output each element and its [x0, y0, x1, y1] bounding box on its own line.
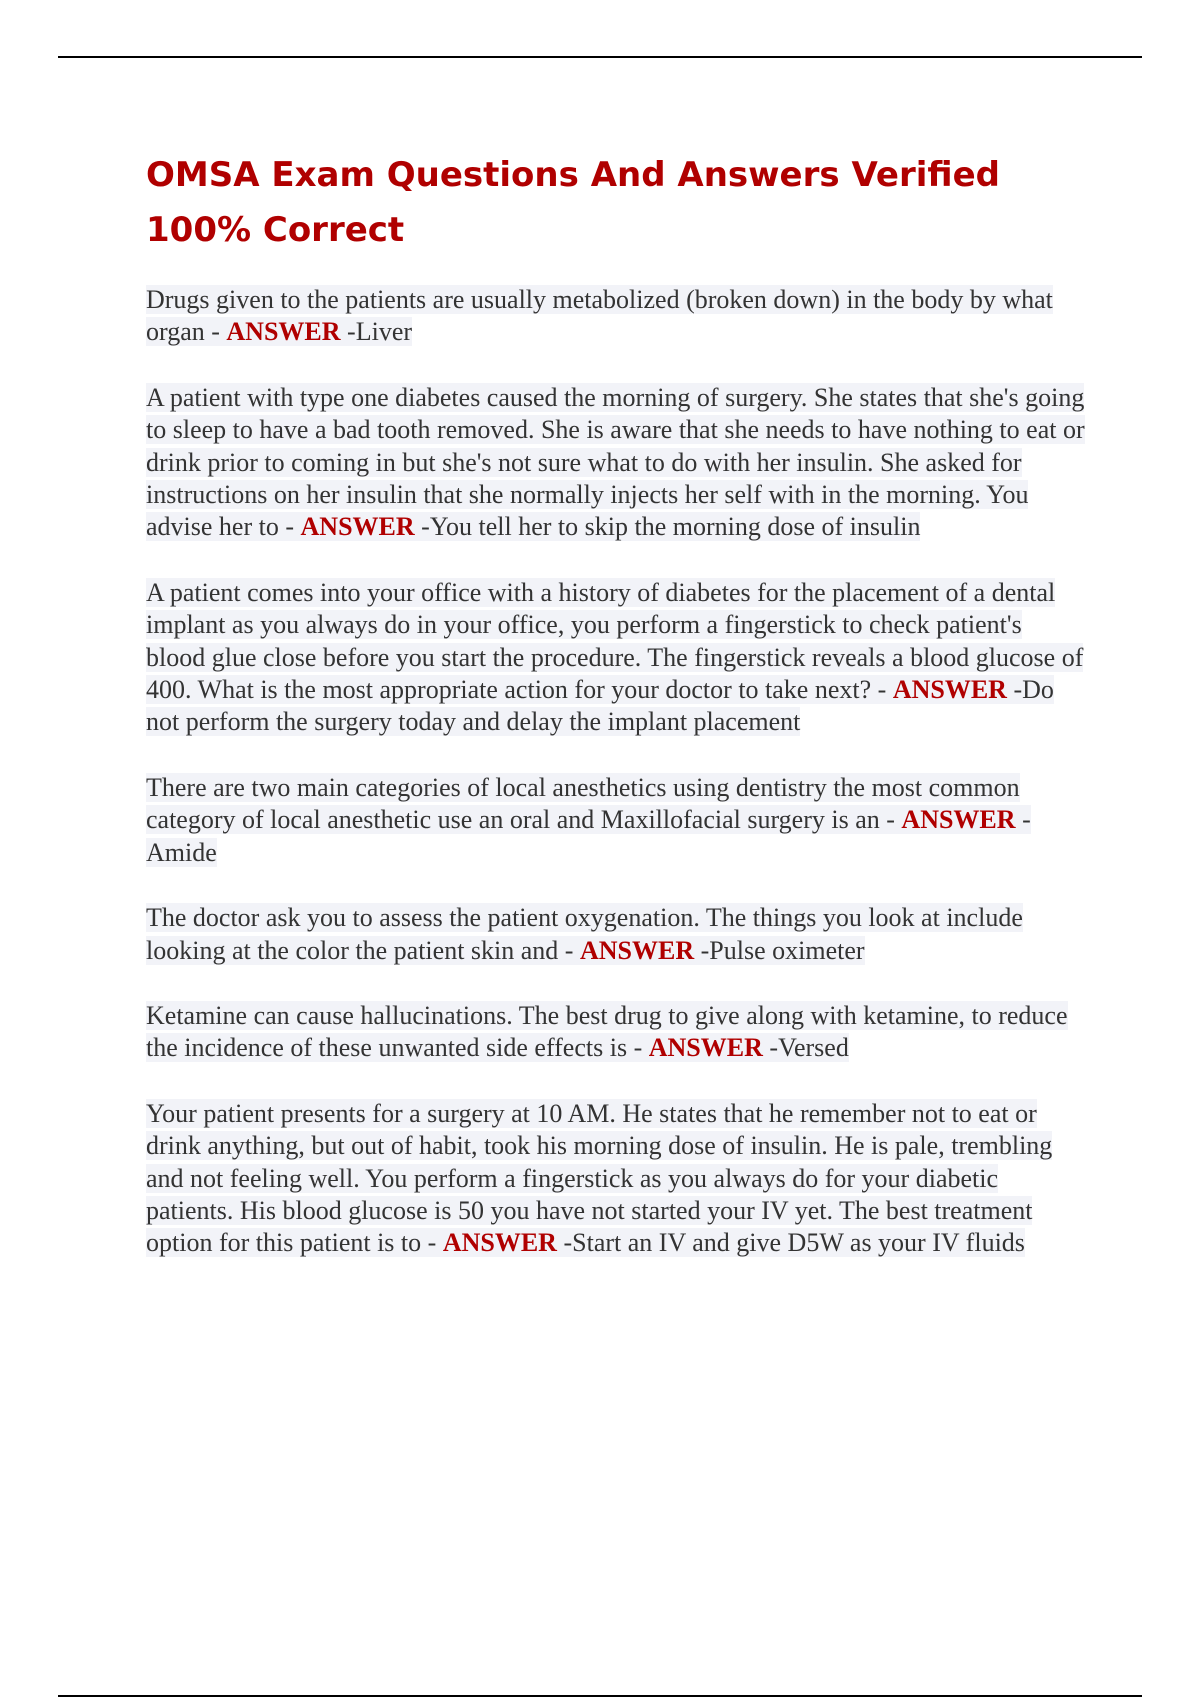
answer-label: ANSWER [901, 805, 1016, 835]
answer-label: ANSWER [442, 1228, 557, 1258]
question-text: Ketamine can cause hallucinations. The best drug to give along with ketamine, to reduce the incidence of these unwanted side effects is [146, 1000, 1068, 1063]
answer-text: Versed [778, 1033, 849, 1063]
qa-text: Drugs given to the patients are usually metabolized (broken down) in the body by what organ - ANSWER -Liver [146, 285, 1053, 347]
bottom-rule [58, 1695, 1142, 1697]
qa-text: A patient with type one diabetes caused the morning of surgery. She states that she's going to sleep to have a bad tooth removed. She is aware that she needs to have nothing to eat or drink prior to coming in but she's not sure what to do with her insulin. She asked for instructions on her insulin that she normally injects her self with in the morning. You advise her to - ANSWER -You tell her to skip the morning dose of insulin [146, 382, 1085, 542]
answer-text: Liver [355, 317, 413, 347]
answer-text: Start an IV and give D5W as your IV fluids [572, 1228, 1025, 1258]
qa-item [146, 382, 1086, 544]
document-body [146, 148, 1086, 1293]
qa-text: There are two main categories of local anesthetics using dentistry the most common category of local anesthetic use an oral and Maxillofacial surgery is an - ANSWER -Amide [146, 772, 1031, 867]
question-text: Your patient presents for a surgery at 10 AM. He states that he remember not to eat or drink anything, but out of habit, took his morning dose of insulin. He is pale, trembling and not feeling well. You perform a fingerstick as you always do for your diabetic patients. His blood glucose is 50 you have not started your IV yet. The best treatment option for this patient is to [146, 1098, 1053, 1258]
answer-text: Do not perform the surgery today and delay the implant placement [146, 675, 1054, 737]
qa-item [146, 1000, 1086, 1065]
answer-label: ANSWER [648, 1033, 763, 1063]
question-text: There are two main categories of local anesthetics using dentistry the most common category of local anesthetic use an oral and Maxillofacial surgery is an [146, 772, 1020, 835]
answer-label: ANSWER [226, 317, 341, 347]
question-text: The doctor ask you to assess the patient oxygenation. The things you look at include looking at the color the patient skin and [146, 903, 1023, 965]
answer-label: ANSWER [892, 675, 1007, 705]
qa-item [146, 772, 1086, 869]
page-title: OMSA Exam Questions And Answers Verified 100% Correct [146, 155, 1000, 250]
top-rule [58, 56, 1142, 58]
question-text: A patient with type one diabetes caused the morning of surgery. She states that she's going to sleep to have a bad tooth removed. She is aware that she needs to have nothing to eat or drink prior to coming in but she's not sure what to do with her insulin. She asked for instructions on her insulin that she normally injects her self with in the morning. You advise her to [146, 382, 1085, 542]
qa-text: Ketamine can cause hallucinations. The best drug to give along with ketamine, to reduce the incidence of these unwanted side effects is - ANSWER -Versed [146, 1000, 1068, 1063]
qa-text: A patient comes into your office with a history of diabetes for the placement of a dental implant as you always do in your office, you perform a fingerstick to check patient's blood glue close before you start the procedure. The fingerstick reveals a blood glucose of 400. What is the most appropriate action for your doctor to take next? - ANSWER -Do not perform the surgery today and delay the implant placement [146, 577, 1084, 737]
qa-item [146, 577, 1086, 739]
qa-text: The doctor ask you to assess the patient oxygenation. The things you look at include looking at the color the patient skin and - ANSWER -Pulse oximeter [146, 903, 1023, 965]
qa-item [146, 284, 1086, 349]
answer-label: ANSWER [300, 512, 415, 542]
answer-text: Amide [146, 837, 217, 867]
answer-text: You tell her to skip the morning dose of insulin [429, 512, 921, 542]
qa-text: Your patient presents for a surgery at 10 AM. He states that he remember not to eat or drink anything, but out of habit, took his morning dose of insulin. He is pale, trembling and not feeling well. You perform a fingerstick as you always do for your diabetic patients. His blood glucose is 50 you have not started your IV yet. The best treatment option for this patient is to - ANSWER -Start an IV and give D5W as your IV fluids [146, 1098, 1053, 1258]
question-text: Drugs given to the patients are usually metabolized (broken down) in the body by what organ [146, 285, 1053, 347]
answer-text: Pulse oximeter [709, 935, 865, 965]
qa-item [146, 902, 1086, 967]
question-text: A patient comes into your office with a history of diabetes for the placement of a dental implant as you always do in your office, you perform a fingerstick to check patient's blood glue close before you start the procedure. The fingerstick reveals a blood glucose of 400. What is the most appropriate action for your doctor to take next? [146, 577, 1084, 705]
qa-item [146, 1098, 1086, 1260]
answer-label: ANSWER [579, 935, 695, 965]
